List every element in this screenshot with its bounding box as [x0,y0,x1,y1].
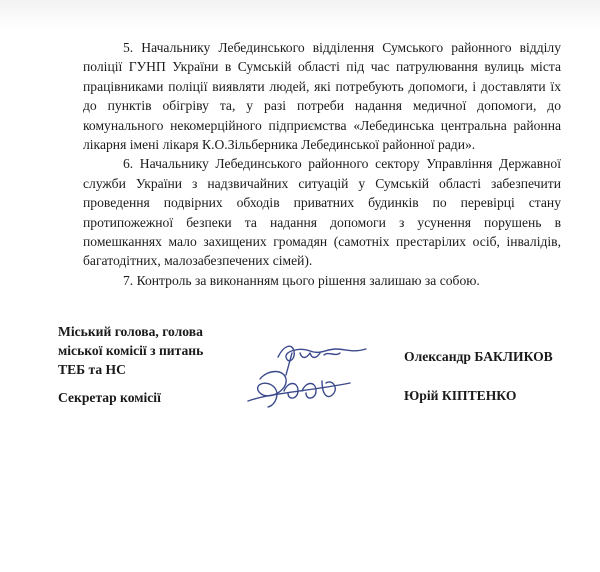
head-title-line: Міський голова, голова [58,324,203,339]
head-name: Олександр БАКЛИКОВ [404,349,553,364]
decision-body [83,38,561,290]
head-title-line: міської комісії з питань [58,343,204,358]
scan-shadow [0,0,600,30]
head-title-block [58,322,258,379]
paragraph-5: 5. Начальнику Лебединського відділення Сумського районного відділу поліції ГУНП України в Сумській області під час патрулювання вулиць міста працівниками поліції виявляти людей, які потребують допомоги, і доставляти їх до пунктів обігріву та, у разі потреби надання медичної допомоги, до комунального некомерційного підприємства «Лебединська центральна районна лікарня імені лікаря К.О.Зільберника Лебединської районної ради». [83,40,561,153]
head-title-line: ТЕБ та НС [58,362,126,377]
paragraph-6: 6. Начальнику Лебединського районного сектору Управління Державної служби України з надзвичайних ситуацій у Сумській області забезпечити проведення подвірних обходів приватних будинків по перевірці стану протипожежної безпеки та надання допомоги з усунення порушень в помешканнях мало захищених громадян (самотніх престарілих осіб, інвалідів, багатодітних, малозабезпечених сімей). [83,156,561,269]
secretary-title: Секретар комісії [58,390,161,405]
handwritten-signature [240,335,380,415]
secretary-name: Юрій КІПТЕНКО [404,388,517,403]
paragraph-7: 7. Контроль за виконанням цього рішення залишаю за собою. [123,272,480,288]
